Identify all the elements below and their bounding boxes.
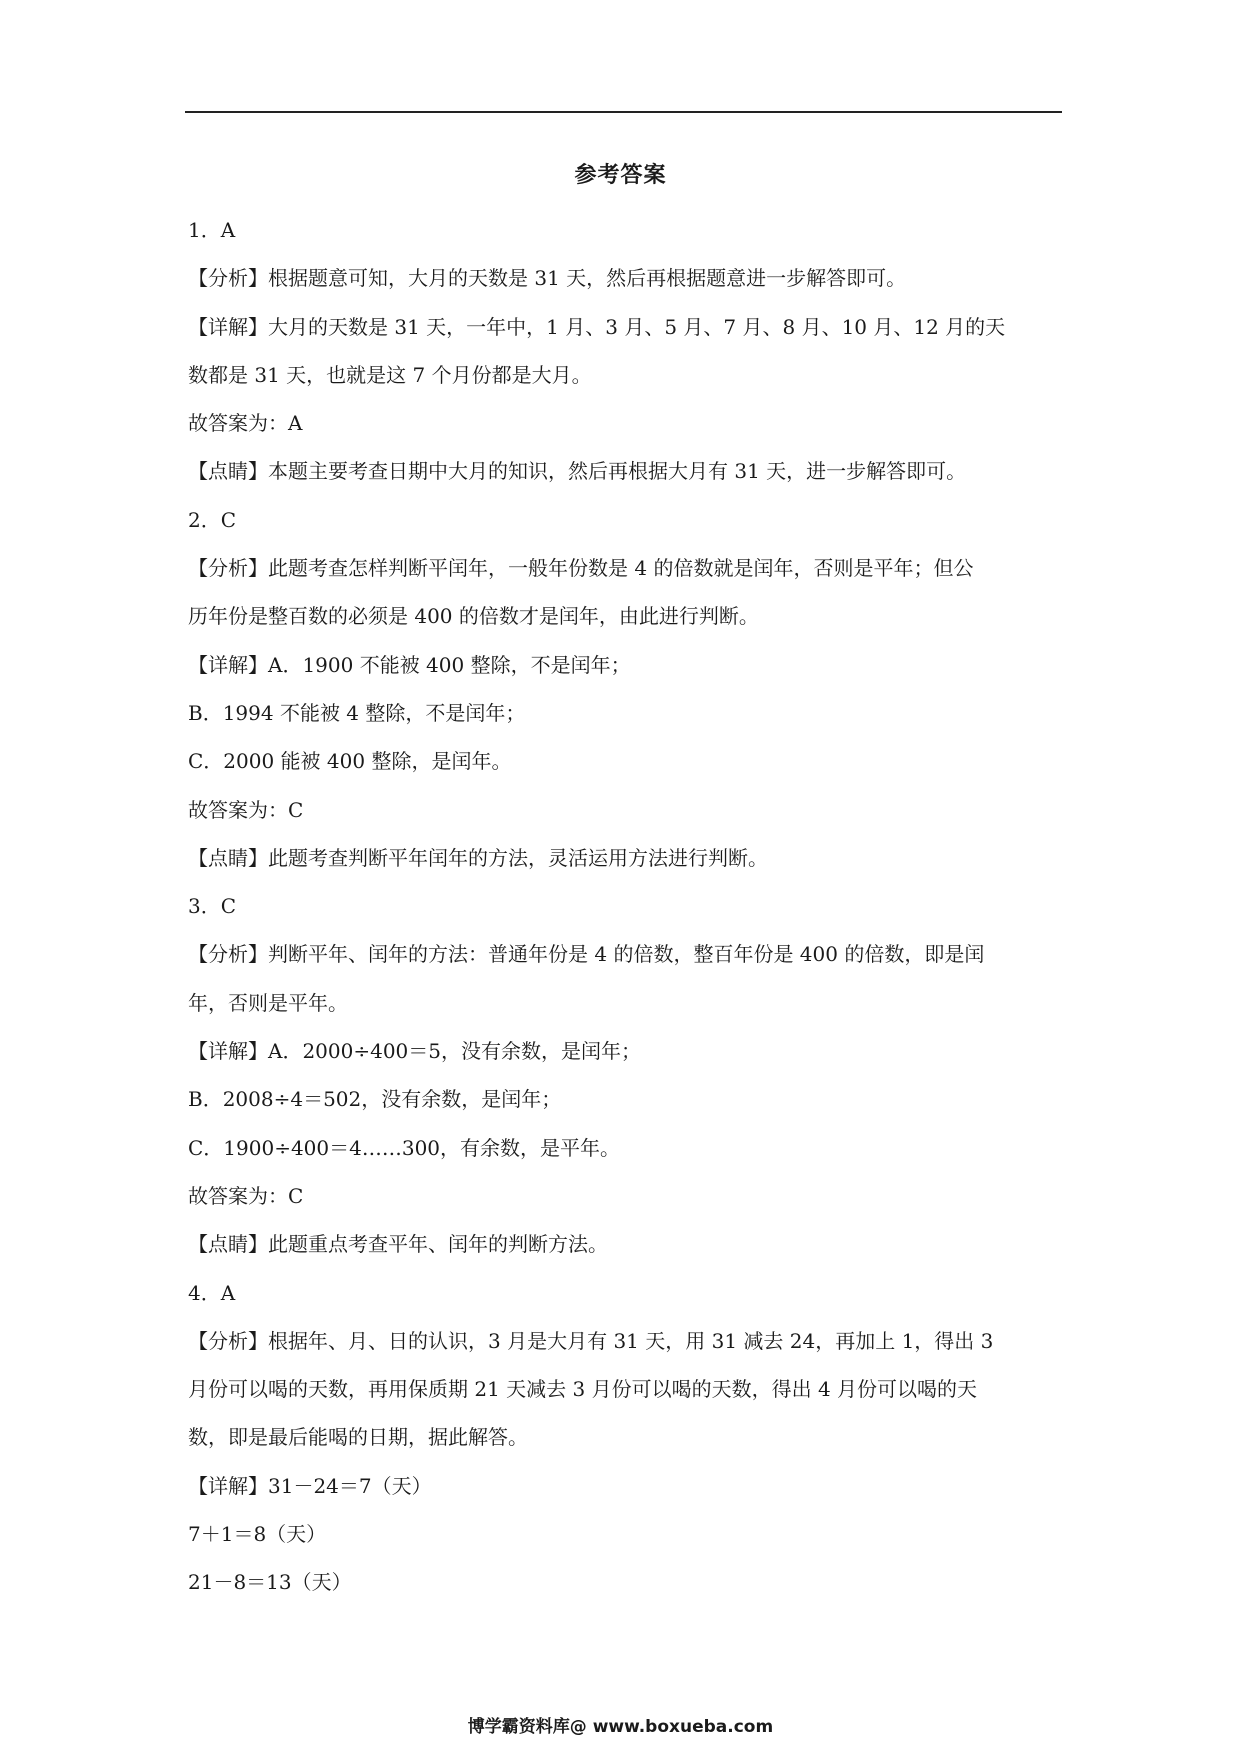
answer-1-result: 故答案为：A bbox=[188, 411, 303, 436]
answer-2-result: 故答案为：C bbox=[188, 797, 304, 822]
answer-2-detail-c: C．2000 能被 400 整除，是闰年。 bbox=[188, 749, 512, 774]
answer-2-heading: 2．C bbox=[188, 507, 237, 532]
answer-2-detail-b: B．1994 不能被 4 整除，不是闰年； bbox=[188, 700, 526, 725]
answer-4-analysis: 【分析】根据年、月、日的认识，3 月是大月有 31 天，用 31 减去 24，再加上 1，得出 3 bbox=[188, 1328, 994, 1353]
answer-1-detail: 【详解】大月的天数是 31 天，一年中，1 月、3 月、5 月、7 月、8 月、10 月、12 月的天 bbox=[188, 314, 1006, 339]
answer-content bbox=[188, 206, 1048, 1607]
answer-4-detail-step1: 【详解】31－24＝7（天） bbox=[188, 1473, 432, 1498]
answer-4-analysis-end: 数，即是最后能喝的日期，据此解答。 bbox=[188, 1425, 528, 1450]
answer-4-detail-step2: 7＋1＝8（天） bbox=[188, 1522, 327, 1547]
answer-3-detail-c: C．1900÷400＝4……300，有余数，是平年。 bbox=[188, 1135, 621, 1160]
answer-2-analysis-cont: 历年份是整百数的必须是 400 的倍数才是闰年，由此进行判断。 bbox=[188, 604, 759, 629]
answer-3-comment: 【点睛】此题重点考查平年、闰年的判断方法。 bbox=[188, 1232, 608, 1257]
answer-3-heading: 3．C bbox=[188, 894, 237, 919]
answer-2-comment: 【点睛】此题考查判断平年闰年的方法，灵活运用方法进行判断。 bbox=[188, 845, 768, 870]
answer-1-detail-cont: 数都是 31 天，也就是这 7 个月份都是大月。 bbox=[188, 362, 592, 387]
answer-3-detail-b: B．2008÷4＝502，没有余数，是闰年； bbox=[188, 1087, 562, 1112]
answer-1-heading: 1．A bbox=[188, 218, 236, 242]
answer-4-heading: 4．A bbox=[188, 1280, 236, 1305]
page-title: 参考答案 bbox=[574, 163, 667, 188]
answer-2-detail-a: 【详解】A．1900 不能被 400 整除，不是闰年； bbox=[188, 652, 631, 677]
answer-3-detail-a: 【详解】A．2000÷400＝5，没有余数，是闰年； bbox=[188, 1039, 641, 1064]
answer-3-analysis-cont: 年，否则是平年。 bbox=[188, 990, 348, 1015]
answer-3-result: 故答案为：C bbox=[188, 1183, 304, 1208]
answer-4-analysis-cont: 月份可以喝的天数，再用保质期 21 天减去 3 月份可以喝的天数，得出 4 月份可以喝的天 bbox=[188, 1377, 978, 1402]
answer-1-comment: 【点睛】本题主要考查日期中大月的知识，然后再根据大月有 31 天，进一步解答即可。 bbox=[188, 459, 967, 484]
answer-3-analysis: 【分析】判断平年、闰年的方法：普通年份是 4 的倍数，整百年份是 400 的倍数，即是闰 bbox=[188, 942, 985, 967]
header-rule bbox=[185, 111, 1062, 113]
answer-2-analysis: 【分析】此题考查怎样判断平闰年，一般年份数是 4 的倍数就是闰年，否则是平年；但公 bbox=[188, 556, 974, 581]
answer-4-detail-step3: 21－8＝13（天） bbox=[188, 1570, 352, 1595]
answer-1-analysis: 【分析】根据题意可知，大月的天数是 31 天，然后再根据题意进一步解答即可。 bbox=[188, 266, 907, 291]
footer-watermark: 博学霸资料库@ www.boxueba.com bbox=[467, 1717, 774, 1737]
